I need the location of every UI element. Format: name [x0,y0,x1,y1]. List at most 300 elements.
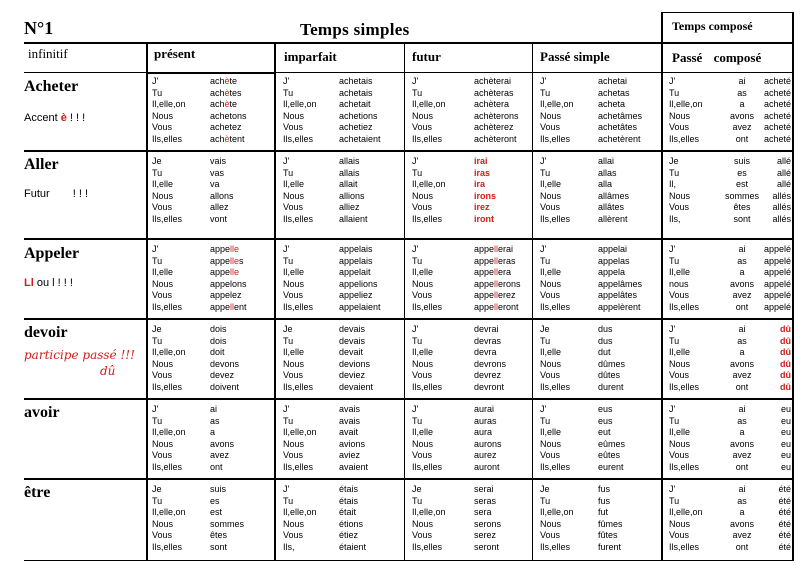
auxiliary: as [737,87,747,98]
verb-form: appela [598,267,626,278]
conjugation-line [669,191,791,203]
past-participle: allés [772,190,791,201]
verb-form: suis [210,484,227,494]
past-participle: appelé [763,301,791,312]
pronoun: Vous [152,122,173,133]
verb-form: alla [598,179,613,190]
conjugation-line [669,76,791,88]
verb-highlight: ll [230,301,235,312]
conjugation-line [283,111,381,123]
pronoun: Nous [412,278,434,289]
past-participle: eu [780,404,791,414]
pronoun: J' [412,244,419,254]
pronoun: Tu [412,87,423,98]
auxiliary: ont [735,541,749,552]
verb-form: fus [598,495,611,506]
conjugation-line [412,336,506,348]
conjugation-line [412,191,496,203]
conjugation-line [152,370,239,382]
conjugation-line [540,427,625,439]
verb-form: devrons [474,358,507,369]
pronoun: Tu [152,335,163,346]
pronoun: Ils,elles [283,301,314,312]
conjugation-line [283,382,373,394]
verb-form [210,302,247,314]
pronoun: Ils,elles [152,461,183,472]
pronoun: Tu [669,255,680,266]
pronoun: Il,elle [152,179,174,190]
auxiliary: es [737,167,747,178]
pronoun: Nous [152,518,174,529]
past-participle: eu [780,450,791,461]
auxiliary: a [739,347,745,358]
conjugation-line [412,302,521,314]
pronoun: Tu [540,335,551,346]
verb-note-tail: ! ! ! [72,188,89,200]
verb-form: dus [598,324,613,334]
verb-form: achetâtes [598,122,638,133]
pronoun: Il,elle,on [152,99,186,110]
verb-ending: eront [498,301,519,312]
verb-form: devrai [474,324,499,334]
conjugation-line [283,462,368,474]
past-participle: acheté [763,133,791,144]
conjugation-line [540,382,625,394]
verb-form: avais [339,415,361,426]
verb-form [210,99,237,111]
pronoun: Nous [669,518,691,529]
conjugation-line [540,279,642,291]
verb-name: avoir [24,404,60,421]
auxiliary: as [737,415,747,426]
verb-form: allas [598,167,617,178]
verb-form: allions [339,190,365,201]
pronoun: Ils,elles [540,541,571,552]
pronoun: Ils,elles [540,133,571,144]
auxiliary: ai [738,76,746,86]
pronoun: Nous [283,358,305,369]
auxiliary: avons [729,110,755,121]
pronoun: Je [152,484,162,494]
past-participle: eu [780,427,791,438]
verb-form: seront [474,541,500,552]
auxiliary: a [739,99,745,110]
pronoun: Il,elle [283,347,305,358]
pronoun: Vous [669,202,690,213]
verb-form: durent [598,381,624,392]
pronoun: Vous [152,370,173,381]
past-participle: acheté [763,122,791,133]
pronoun: Ils,elles [540,213,571,224]
conjugation-line [283,439,368,451]
pronoun: Ils,elles [412,213,443,224]
conjugation-line [283,202,368,214]
verb-form [210,111,247,123]
conjugation-line [283,214,368,226]
pronoun: Ils, [283,541,295,552]
conjugation-line [540,244,642,256]
conjugation-block-present [152,76,247,146]
verb-form: dûtes [598,370,621,381]
verb-form: as [210,415,220,426]
grid-rule [24,72,794,73]
auxiliary: ai [738,484,746,494]
verb-stem: achetons [210,110,247,121]
auxiliary: as [737,495,747,506]
conjugation-line [283,347,373,359]
passe-compose-header: Passé composé [672,50,762,65]
pronoun: Vous [283,370,304,381]
conjugation-line [412,111,519,123]
verb-form: es [210,495,220,506]
column-header-imparfait: imparfait [284,49,337,64]
past-participle: été [778,495,791,506]
verb-form: aviez [339,450,361,461]
past-participle: été [778,530,791,541]
verb-form: avait [339,427,359,438]
conjugation-line [152,450,234,462]
verb-ending: era [498,267,512,278]
verb-ending: tent [229,133,245,144]
pronoun: Je [152,324,162,334]
pronoun: J' [669,404,676,414]
conjugation-line [283,134,381,146]
verb-note-highlight: dû [100,364,116,378]
conjugation-line [152,302,247,314]
pronoun: Vous [540,370,561,381]
auxiliary: avons [729,518,755,529]
conjugation-line [669,519,791,531]
past-participle: allé [776,167,791,178]
pronoun: Il,elle,on [669,99,703,110]
conjugation-block-imparfait [283,244,381,314]
conjugation-line [412,382,506,394]
verb-form: avions [339,438,366,449]
conjugation-line [283,519,366,531]
pronoun: Il,elle [152,267,174,278]
conjugation-block-futur [412,76,519,146]
past-participle: été [778,541,791,552]
pronoun: Vous [283,530,304,541]
conjugation-line [152,191,234,203]
verb-name: devoir [24,324,68,341]
verb-form [474,279,521,291]
auxiliary: ont [735,461,749,472]
pronoun: Tu [283,335,294,346]
conjugation-line [283,530,366,542]
verb-form: devront [474,381,505,392]
pronoun: Nous [669,358,691,369]
conjugation-line [669,302,791,314]
verb-cell-aller [24,156,88,200]
verb-form: allais [339,167,360,178]
pronoun: Il,elle [540,179,562,190]
verb-form: eut [598,427,611,438]
verb-form [210,122,242,134]
verb-form: appelas [598,255,630,266]
verb-stem: ach [210,99,225,110]
past-participle: acheté [763,110,791,121]
auxiliary: sont [733,213,751,224]
verb-ending: eras [498,255,516,266]
verb-ending: erai [498,244,514,254]
pronoun: J' [283,156,290,166]
conjugation-line [669,507,791,519]
verb-form: sont [210,541,228,552]
pronoun: Je [412,484,422,494]
pronoun: Nous [540,190,562,201]
verb-cell-acheter [24,78,85,124]
verb-form: allait [339,179,358,190]
verb-form: achèteront [474,133,517,144]
past-participle: eu [780,415,791,426]
past-participle: acheté [763,76,791,86]
pronoun: Tu [540,87,551,98]
past-participle: dû [780,358,791,369]
pronoun: Ils,elles [412,133,443,144]
conjugation-line [412,347,506,359]
verb-form: appeliez [339,290,373,301]
conjugation-line [540,302,642,314]
conjugation-line [152,214,234,226]
pronoun: Il,elle,on [283,507,317,518]
verb-form: était [339,507,357,518]
conjugation-line [152,88,247,100]
conjugation-line [412,279,521,291]
conjugation-line [669,111,791,123]
pronoun: Vous [412,530,433,541]
pronoun: J' [540,404,547,414]
verb-form: furent [598,541,622,552]
pronoun: Je [283,324,293,334]
verb-form: dus [598,335,613,346]
pronoun: Ils,elles [152,381,183,392]
pronoun: Tu [283,167,294,178]
verb-stem: appe [474,301,495,312]
conjugation-line [152,404,234,416]
past-participle: été [778,507,791,518]
pronoun: Il,elle,on [669,507,703,518]
conjugation-line [540,122,642,134]
pronoun: Vous [283,122,304,133]
pronoun: Ils, [669,213,681,224]
verb-note-highlight: Ll [24,277,34,289]
conjugation-line [412,256,521,268]
conjugation-line [669,244,791,256]
pronoun: Ils,elles [540,381,571,392]
verb-form: fus [598,484,611,494]
conjugation-line [669,530,791,542]
verb-form: achèterez [474,122,514,133]
verb-form: ai [210,404,218,414]
conjugation-line [152,507,244,519]
auxiliary: ai [738,404,746,414]
conjugation-line [540,168,629,180]
conjugation-line [669,202,791,214]
conjugation-line [283,267,381,279]
verb-highlight: lle [230,244,240,254]
pronoun: Tu [152,495,163,506]
conjugation-line [669,496,791,508]
conjugation-block-compose [669,404,791,474]
verb-highlight: è [224,87,230,98]
column-header-passe-simple: Passé simple [540,49,610,64]
conjugation-line [412,507,501,519]
pronoun: Tu [283,87,294,98]
verb-form: appelait [339,267,371,278]
conjugation-line [669,450,791,462]
conjugation-line [412,202,496,214]
pronoun: J' [152,76,159,86]
conjugation-block-passe-simple [540,484,623,554]
pronoun: Nous [669,110,691,121]
verb-ending: te [229,76,238,86]
past-participle: appelé [763,244,791,254]
verb-form: avais [339,404,361,414]
verb-form: doivent [210,381,240,392]
verb-form [474,302,519,314]
conjugation-line [540,404,625,416]
pronoun: Nous [283,190,305,201]
conjugation-line [669,347,791,359]
conjugation-line [412,496,501,508]
verb-form: irai [474,156,488,166]
conjugation-line [540,336,625,348]
auxiliary: ai [738,324,746,334]
past-participle: été [778,518,791,529]
pronoun: Vous [540,202,561,213]
pronoun: Je [540,324,550,334]
verb-form [474,244,513,256]
pronoun: Tu [412,335,423,346]
conjugation-block-futur [412,156,496,226]
conjugation-line [152,416,234,428]
pronoun: Tu [412,167,423,178]
verb-form: aurons [474,438,502,449]
conjugation-line [152,427,234,439]
auxiliary: est [735,179,748,190]
verb-form: allaient [339,213,368,224]
verb-form: achetâmes [598,110,643,121]
pronoun: nous [669,278,689,289]
auxiliary: sommes [724,190,759,201]
past-participle: dû [780,335,791,346]
past-participle: eu [780,461,791,472]
grid-rule [404,42,405,560]
conjugation-line [152,359,239,371]
pronoun: Il,elle,on [540,99,574,110]
conjugation-line [669,336,791,348]
conjugation-line [412,168,496,180]
pronoun: Nous [283,278,305,289]
conjugation-line [152,530,244,542]
past-participle: appelé [763,267,791,278]
verb-form: achètera [474,99,510,110]
verb-form: devrez [474,370,502,381]
conjugation-line [152,382,239,394]
pronoun: Il, [669,179,677,190]
conjugation-block-passe-simple [540,324,625,394]
pronoun: Tu [669,415,680,426]
verb-form [210,134,245,146]
past-participle: appelé [763,278,791,289]
verb-form: achetions [339,110,378,121]
verb-name: Appeler [24,245,80,262]
conjugation-line [669,179,791,191]
verb-highlight: lle [230,267,240,278]
conjugation-line [283,88,381,100]
verb-form: allâmes [598,190,630,201]
verb-form: étions [339,518,364,529]
verb-form: devras [474,335,502,346]
conjugation-line [412,324,506,336]
pronoun: Nous [283,110,305,121]
verb-form: allèrent [598,213,628,224]
verb-form: allez [210,202,229,213]
verb-ending: erons [498,278,521,289]
conjugation-block-futur [412,324,506,394]
conjugation-line [412,439,502,451]
pronoun: Ils,elles [283,381,314,392]
conjugation-line [540,359,625,371]
past-participle: dû [780,381,791,392]
pronoun: Tu [283,415,294,426]
pronoun: Il,elle [669,347,691,358]
verb-form [210,256,244,268]
conjugation-line [283,256,381,268]
pronoun: Il,elle [669,267,691,278]
pronoun: Nous [540,438,562,449]
auxiliary: avons [729,358,755,369]
grid-rule [792,12,794,560]
verb-form [210,244,239,256]
auxiliary: avez [732,450,752,461]
verb-cell-devoir [24,324,135,378]
conjugation-line [152,290,247,302]
conjugation-line [412,427,502,439]
auxiliary: a [739,427,745,438]
verb-form: devons [210,358,240,369]
conjugation-line [283,450,368,462]
pronoun: Nous [540,278,562,289]
conjugation-line [669,168,791,180]
verb-form: devais [339,335,366,346]
auxiliary: ai [738,244,746,254]
verb-stem: appe [474,278,495,289]
pronoun: Il,elle [283,267,305,278]
conjugation-line [669,290,791,302]
conjugation-line [283,336,373,348]
pronoun: Ils,elles [283,213,314,224]
pronoun: Tu [540,495,551,506]
verb-stem: ach [210,133,225,144]
verb-cell-avoir [24,404,60,422]
pronoun: Il,elle,on [540,507,574,518]
conjugation-line [152,156,234,168]
conjugation-line [412,88,519,100]
conjugation-line [152,336,239,348]
pronoun: Vous [669,450,690,461]
grid-rule [24,560,794,561]
conjugation-line [540,416,625,428]
conjugation-block-futur [412,404,502,474]
conjugation-line [283,122,381,134]
pronoun: Tu [152,87,163,98]
auxiliary: avez [732,290,752,301]
conjugation-line [669,88,791,100]
past-participle: dû [780,324,791,334]
verb-form: ira [474,179,486,190]
